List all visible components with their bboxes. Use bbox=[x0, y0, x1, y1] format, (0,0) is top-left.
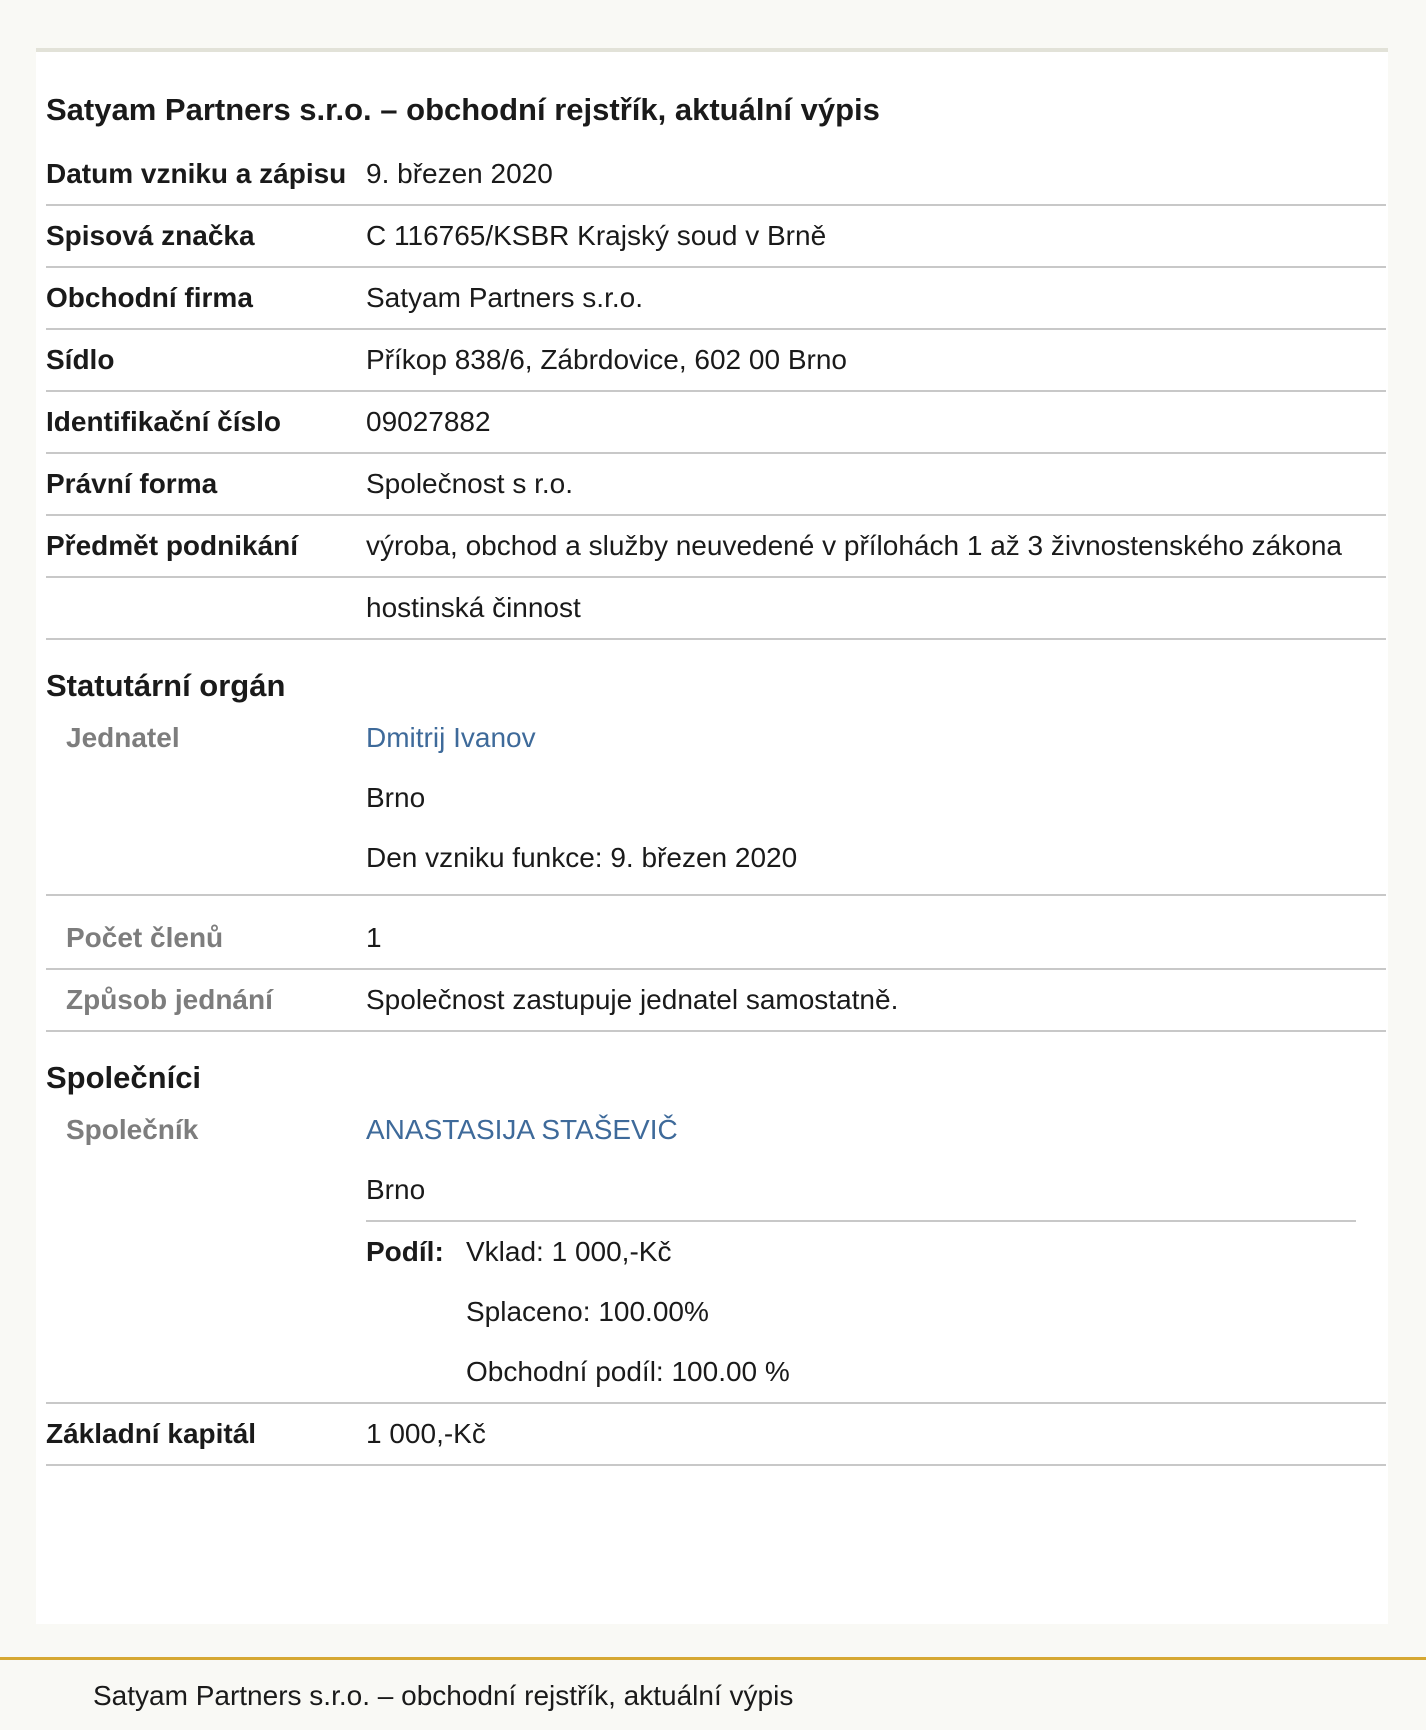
row-pocet-clenu bbox=[46, 896, 1386, 970]
row-value: 1 000,-Kč bbox=[366, 1418, 486, 1449]
row-label: Identifikační číslo bbox=[46, 406, 281, 437]
spolecnik-city: Brno bbox=[366, 1174, 426, 1205]
share-obchodni-podil: Obchodní podíl: 100.00 % bbox=[466, 1356, 790, 1387]
footer-divider bbox=[0, 1657, 1426, 1660]
row-spolecnik bbox=[46, 1100, 1386, 1404]
row-value: Příkop 838/6, Zábrdovice, 602 00 Brno bbox=[366, 344, 847, 375]
row-value: C 116765/KSBR Krajský soud v Brně bbox=[366, 220, 827, 251]
row-label: Počet členů bbox=[66, 922, 224, 953]
row-predmet-podnikani bbox=[46, 516, 1386, 578]
row-label: Předmět podnikání bbox=[46, 530, 299, 561]
row-value: hostinská činnost bbox=[366, 592, 581, 623]
row-label: Jednatel bbox=[66, 722, 180, 753]
row-value bbox=[366, 708, 1386, 894]
share-box bbox=[366, 1220, 1356, 1402]
row-label: Způsob jednání bbox=[66, 984, 273, 1015]
row-zpusob-jednani bbox=[46, 970, 1386, 1032]
row-value: 09027882 bbox=[366, 406, 491, 437]
row-value: výroba, obchod a služby neuvedené v přílohách 1 až 3 živnostenského zákona bbox=[366, 530, 1342, 561]
jednatel-name-line bbox=[366, 708, 1386, 768]
row-label: Právní forma bbox=[46, 468, 218, 499]
share-vklad: Vklad: 1 000,-Kč bbox=[466, 1236, 672, 1267]
row-datum-vzniku bbox=[46, 144, 1386, 206]
section-statutarni-organ: Statutární orgán bbox=[46, 668, 286, 703]
spolecnik-name-line bbox=[366, 1100, 1386, 1160]
row-label: Sídlo bbox=[46, 344, 115, 375]
row-label: Datum vzniku a zápisu bbox=[46, 158, 347, 189]
row-value: Satyam Partners s.r.o. bbox=[366, 282, 643, 313]
spolecnik-name-link[interactable]: ANASTASIJA STAŠEVIČ bbox=[366, 1114, 678, 1145]
jednatel-since: Den vzniku funkce: 9. březen 2020 bbox=[366, 842, 798, 873]
row-pravni-forma bbox=[46, 454, 1386, 516]
register-extract bbox=[46, 90, 1386, 1466]
row-spisova-znacka bbox=[46, 206, 1386, 268]
share-details bbox=[466, 1222, 790, 1402]
footer-text: Satyam Partners s.r.o. – obchodní rejstřík, aktuální výpis bbox=[93, 1680, 794, 1711]
share-splaceno: Splaceno: 100.00% bbox=[466, 1296, 709, 1327]
row-obchodni-firma bbox=[46, 268, 1386, 330]
row-identifikacni-cislo bbox=[46, 392, 1386, 454]
page-title: Satyam Partners s.r.o. – obchodní rejstřík, aktuální výpis bbox=[46, 92, 880, 127]
row-sidlo bbox=[46, 330, 1386, 392]
row-value: 1 bbox=[366, 922, 382, 953]
row-value: 9. březen 2020 bbox=[366, 158, 553, 189]
row-label: Základní kapitál bbox=[46, 1418, 257, 1449]
row-label: Společník bbox=[66, 1114, 199, 1145]
row-zakladni-kapital bbox=[46, 1404, 1386, 1466]
row-value: Společnost zastupuje jednatel samostatně. bbox=[366, 984, 899, 1015]
row-label: Spisová značka bbox=[46, 220, 255, 251]
share-label: Podíl: bbox=[366, 1236, 444, 1267]
row-value bbox=[366, 1100, 1386, 1402]
row-value: Společnost s r.o. bbox=[366, 468, 574, 499]
jednatel-name-link[interactable]: Dmitrij Ivanov bbox=[366, 722, 536, 753]
row-label: Obchodní firma bbox=[46, 282, 253, 313]
row-jednatel bbox=[46, 708, 1386, 896]
section-spolecnici: Společníci bbox=[46, 1060, 202, 1095]
jednatel-city: Brno bbox=[366, 782, 426, 813]
row-label-empty bbox=[46, 578, 366, 638]
row-predmet-podnikani-2 bbox=[46, 578, 1386, 640]
register-extract-card bbox=[36, 48, 1388, 1624]
